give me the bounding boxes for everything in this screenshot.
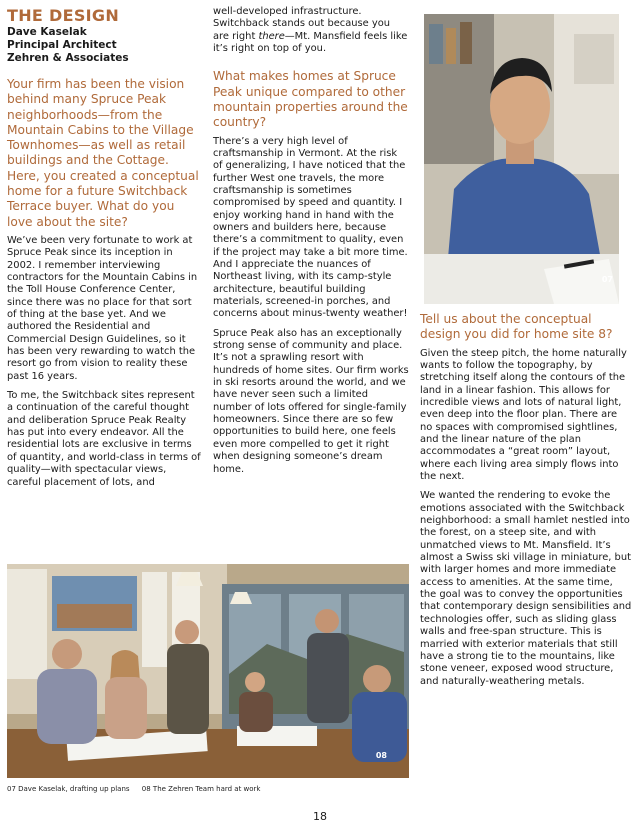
team-illustration (7, 564, 409, 778)
author-role: Principal Architect (7, 39, 117, 51)
emphasis-there: there (258, 30, 285, 42)
column-1 (7, 6, 203, 489)
author-name: Dave Kaselak (7, 26, 87, 38)
column-2 (213, 6, 409, 476)
portrait-illustration (424, 14, 619, 304)
author-firm: Zehren & Associates (7, 52, 129, 64)
section-title: THE DESIGN (7, 6, 120, 25)
answer-1-paragraph-1: We’ve been very fortunate to work at Spruce Peak since its inception in 2002. I remember interviewing contractors for the Mountain Cabins in the Toll House Conference Center, since there was no place for that sort of thing at the base yet. And we authored the Residential and Commercial Design Guidelines, so it has been very rewarding to watch the resort go from vision to reality these past 16 years. (7, 234, 198, 382)
column-3 (420, 312, 632, 688)
answer-2-paragraph-2: Spruce Peak also has an exceptionally strong sense of community and place. It’s not a sprawling resort with hundreds of home sites. Our firm works in ski resorts around the world, and we have never seen such a limited number of lots offered for single-family homeowners. Since there are so few opportunities to build here, one feels even more compelled to get it right when designing someone’s dream home. (213, 327, 409, 475)
answer-1-continuation: well-developed infrastructure. Switchback stands out because you are right there—Mt. Mansfield feels like it’s right on top of you. (213, 6, 408, 55)
photo-architect-portrait (424, 14, 619, 304)
photo-team (7, 564, 409, 778)
photo-captions (7, 785, 270, 793)
caption-08: 08 The Zehren Team hard at work (141, 785, 261, 793)
page-number: 18 (313, 810, 327, 823)
answer-3-paragraph-1: Given the steep pitch, the home naturally wants to follow the topography, by stretching itself along the contours of the land in a linear fashion. This allows for incredible views and lots of natural light, even deep into the floor plan. There are no spaces with compromised sightlines, and the linear nature of the plan accommodates a “great room” layout, where each living area simply flows into the next. (420, 347, 627, 483)
question-1: Your firm has been the vision behind many Spruce Peak neighborhoods—from the Mountain Cabins to the Village Townhomes—as well as retail buildings and the Cottage. Here, you created a conceptual home for a future Switchback Terrace buyer. What do you love about the site? (7, 77, 199, 229)
answer-3-paragraph-2: We wanted the rendering to evoke the emotions associated with the Switchback neighborhood: a small hamlet nestled into the forest, on a steep site, and with unmatched views to Mt. Mansfield. It’s almost a Swiss ski village in miniature, but with larger homes and more immediate access to amenities. At the same time, the goal was to convey the opportunities that contemporary design sensibilities and technologies offer, such as sliding glass walls and free-span structure. This is married with exterior materials that still have a strong tie to the mountains, like stone veneer, exposed wood structure, and naturally-weathering metals. (420, 490, 632, 687)
question-2: What makes homes at Spruce Peak unique compared to other mountain properties around the country? (213, 69, 408, 130)
question-3: Tell us about the conceptual design you did for home site 8? (420, 312, 613, 342)
photo-08-number: 08 (375, 751, 387, 760)
answer-2-paragraph-1: There’s a very high level of craftsmanship in Vermont. At the risk of generalizing, I have noticed that the further West one travels, the more craftsmanship is sometimes compromised by speed and quantity. I enjoy working hand in hand with the owners and builders here, because there’s a commitment to quality, even if the project may take a bit more time. And I appreciate the nuances of Northeast living, with its camp-style architecture, beautiful building materials, screened-in porches, and concerns about minus-twenty weather! (213, 135, 408, 320)
answer-1-paragraph-2: To me, the Switchback sites represent a continuation of the careful thought and deliberation Spruce Peak Realty has put into every endeavor. All the residential lots are exclusive in terms of quantity, and world-class in terms of quality—with spectacular views, careful placement of lots, and (7, 390, 201, 488)
caption-07: 07 Dave Kaselak, drafting up plans (7, 785, 130, 793)
photo-07-number: 07 (601, 275, 613, 284)
